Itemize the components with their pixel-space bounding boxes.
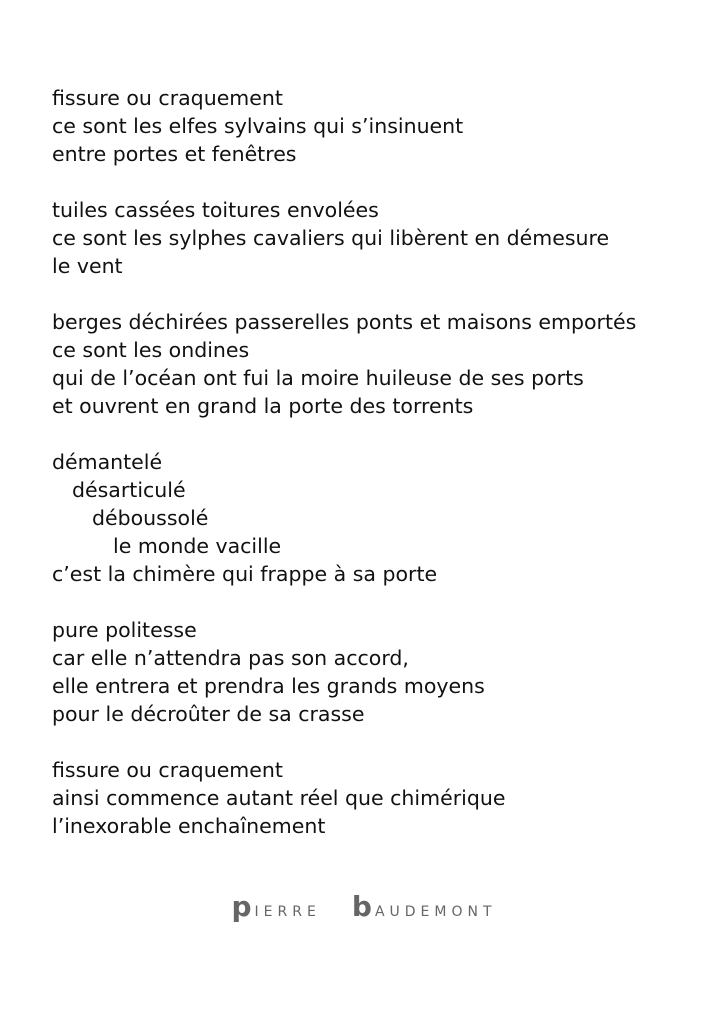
poem-line-indented: déboussolé: [92, 506, 209, 530]
poem-line: entre portes et fenêtres: [52, 142, 297, 166]
stanza-2: [52, 196, 712, 280]
poem-line: tuiles cassées toitures envolées: [52, 198, 379, 222]
last-name-rest: AUDEMONT: [374, 904, 497, 920]
poem-line: ainsi commence autant réel que chimérique: [52, 786, 506, 810]
poem-line: démantelé: [52, 450, 163, 474]
stanza-3: [52, 308, 712, 420]
poem-line: fissure ou craquement: [52, 86, 283, 110]
poem-line: berges déchirées passerelles ponts et maisons emportés: [52, 310, 637, 334]
stanza-5: [52, 616, 712, 728]
poem: [52, 84, 712, 840]
poem-line: ce sont les elfes sylvains qui s’insinuent: [52, 114, 464, 138]
poem-line: pour le décroûter de sa crasse: [52, 702, 365, 726]
poem-line: qui de l’océan ont fui la moire huileuse de ses ports: [52, 366, 584, 390]
author-last-name: [352, 890, 497, 923]
stanza-4: [52, 448, 712, 588]
stanza-1: [52, 84, 712, 168]
poem-line: fissure ou craquement: [52, 758, 283, 782]
poem-line-indented: le monde vacille: [113, 534, 282, 558]
poem-line: pure politesse: [52, 618, 197, 642]
stanza-6: [52, 756, 712, 840]
poem-line: et ouvrent en grand la porte des torrents: [52, 394, 474, 418]
last-name-initial: b: [351, 890, 372, 923]
poem-line-indented: désarticulé: [72, 478, 186, 502]
poem-line: le vent: [52, 254, 123, 278]
poem-line: elle entrera et prendra les grands moyens: [52, 674, 485, 698]
poem-line: l’inexorable enchaînement: [52, 814, 326, 838]
first-name-initial: p: [231, 890, 252, 923]
poem-line: ce sont les ondines: [52, 338, 250, 362]
author-first-name: [231, 890, 320, 923]
poem-line: ce sont les sylphes cavaliers qui libèrent en démesure: [52, 226, 610, 250]
poem-line: c’est la chimère qui frappe à sa porte: [52, 562, 438, 586]
first-name-rest: IERRE: [254, 904, 321, 920]
poem-line: car elle n’attendra pas son accord,: [52, 646, 409, 670]
author-signature: [0, 890, 728, 923]
